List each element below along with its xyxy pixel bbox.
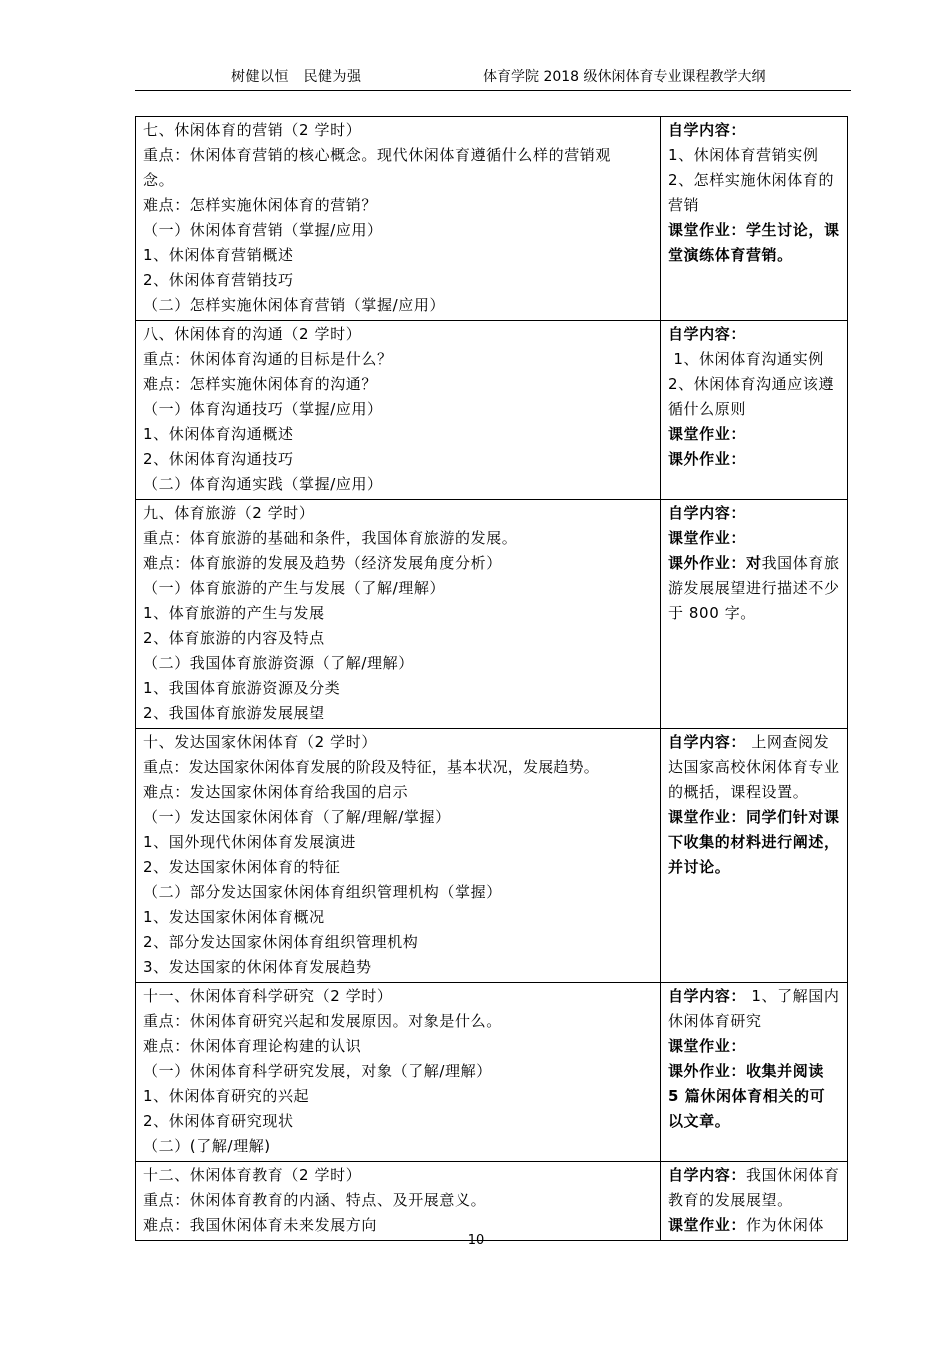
content-line: 1、国外现代休闲体育发展演进 [143, 833, 356, 851]
self-study-text: 1、休闲体育沟通实例 2、休闲体育沟通应该遵循什么原则 [667, 350, 840, 418]
section-heading: 八、休闲体育的沟通（2 学时） [143, 325, 362, 343]
self-study-label: 自学内容： [667, 987, 746, 1005]
content-line: 2、部分发达国家休闲体育组织管理机构 [143, 933, 419, 951]
table-row [136, 117, 848, 321]
content-line: 难点：我国休闲体育未来发展方向 [143, 1216, 378, 1234]
content-line: 重点：发达国家休闲体育发展的阶段及特征，基本状况，发展趋势。 [143, 758, 600, 776]
self-study-text: 上网查阅发达国家高校休闲体育专业的概括，课程设置。 [667, 733, 840, 801]
class-work-label: 课堂作业： [667, 1216, 746, 1234]
section-content [136, 983, 661, 1162]
content-line: 1、发达国家休闲体育概况 [143, 908, 325, 926]
content-line: （二）我国体育旅游资源（了解/理解） [143, 654, 414, 672]
class-work-label: 课堂作业： [667, 808, 746, 826]
section-content [136, 117, 661, 321]
content-line: （一）休闲体育科学研究发展，对象（了解/理解） [143, 1062, 492, 1080]
section-content [136, 729, 661, 983]
content-line: 重点：休闲体育沟通的目标是什么？ [143, 350, 393, 368]
self-study-label: 自学内容： [667, 504, 746, 522]
content-line: 难点：体育旅游的发展及趋势（经济发展角度分析） [143, 554, 502, 572]
self-study-label: 自学内容： [667, 1166, 746, 1184]
section-heading: 十二、休闲体育教育（2 学时） [143, 1166, 362, 1184]
homework-label: 课外作业： [667, 554, 746, 572]
class-work-text: 同学们针对课下收集的材料进行阐述，并讨论。 [667, 808, 840, 876]
section-content [136, 500, 661, 729]
assignment-cell [660, 983, 847, 1162]
content-line: 1、我国体育旅游资源及分类 [143, 679, 341, 697]
content-line: 1、休闲体育研究的兴起 [143, 1087, 310, 1105]
content-line: 2、发达国家休闲体育的特征 [143, 858, 341, 876]
content-line: （二）体育沟通实践（掌握/应用） [143, 475, 383, 493]
content-line: 1、体育旅游的产生与发展 [143, 604, 325, 622]
class-work-label: 课堂作业： [667, 221, 746, 239]
content-line: 重点：休闲体育研究兴起和发展原因。对象是什么。 [143, 1012, 502, 1030]
class-work-text: 学生讨论，课堂演练体育营销。 [667, 221, 840, 264]
self-study-text: 1、了解国内休闲体育研究 [667, 987, 840, 1030]
table-row [136, 983, 848, 1162]
assignment-cell [660, 500, 847, 729]
assignment-cell [660, 729, 847, 983]
content-line: （一）体育沟通技巧（掌握/应用） [143, 400, 383, 418]
content-line: 难点：休闲体育理论构建的认识 [143, 1037, 362, 1055]
class-work-label: 课堂作业： [667, 1037, 746, 1055]
content-line: （一）体育旅游的产生与发展（了解/理解） [143, 579, 446, 597]
content-line: （一）休闲体育营销（掌握/应用） [143, 221, 383, 239]
content-line: 1、休闲体育营销概述 [143, 246, 294, 264]
page-header [135, 64, 851, 91]
content-line: （二）部分发达国家休闲体育组织管理机构（掌握） [143, 883, 502, 901]
content-line: 难点：怎样实施休闲体育的营销？ [143, 196, 378, 214]
self-study-text: 我国休闲体育教育的发展展望。 [667, 1166, 840, 1209]
homework-label: 课外作业： [667, 1062, 746, 1080]
section-heading: 十、发达国家休闲体育（2 学时） [143, 733, 377, 751]
self-study-label: 自学内容： [667, 325, 746, 343]
class-work-label: 课堂作业： [667, 425, 746, 443]
section-heading: 九、体育旅游（2 学时） [143, 504, 315, 522]
content-line: 2、休闲体育研究现状 [143, 1112, 294, 1130]
content-line: 重点：体育旅游的基础和条件，我国体育旅游的发展。 [143, 529, 518, 547]
assignment-cell [660, 117, 847, 321]
content-line: 2、休闲体育沟通技巧 [143, 450, 294, 468]
content-line: 念。 [143, 171, 175, 189]
page-number: 10 [467, 1233, 485, 1248]
content-line: 1、休闲体育沟通概述 [143, 425, 294, 443]
content-line: （二）(了解/理解) [143, 1137, 271, 1155]
content-line: 2、体育旅游的内容及特点 [143, 629, 325, 647]
self-study-text: 1、休闲体育营销实例 2、怎样实施休闲体育的营销 [667, 146, 835, 214]
section-content [136, 1162, 661, 1241]
content-line: 2、我国体育旅游发展展望 [143, 704, 325, 722]
header-motto: 树健以恒 民健为强 [231, 69, 362, 85]
assignment-cell [660, 321, 847, 500]
table-row [136, 1162, 848, 1241]
homework-text: 我国体育旅游发展展望进行描述不少于 800 字。 [667, 554, 840, 622]
self-study-label: 自学内容： [667, 733, 746, 751]
class-work-text: 作为休闲体 [745, 1216, 824, 1234]
section-heading: 十一、休闲体育科学研究（2 学时） [143, 987, 393, 1005]
homework-text-bold: 对 [745, 554, 762, 572]
section-content [136, 321, 661, 500]
content-line: （一）发达国家休闲体育（了解/理解/掌握） [143, 808, 451, 826]
self-study-label: 自学内容： [667, 121, 746, 139]
table-row [136, 729, 848, 983]
content-line: （二）怎样实施休闲体育营销（掌握/应用） [143, 296, 446, 314]
header-document-title: 体育学院 2018 级休闲体育专业课程教学大纲 [483, 69, 766, 85]
content-line: 难点：发达国家休闲体育给我国的启示 [143, 783, 409, 801]
homework-text: 收集并阅读 5 篇休闲体育相关的可以文章。 [667, 1062, 826, 1130]
content-line: 3、发达国家的休闲体育发展趋势 [143, 958, 372, 976]
section-heading: 七、休闲体育的营销（2 学时） [143, 121, 362, 139]
assignment-cell [660, 1162, 847, 1241]
table-row [136, 321, 848, 500]
class-work-label: 课堂作业： [667, 529, 746, 547]
table-row [136, 500, 848, 729]
content-line: 难点：怎样实施休闲体育的沟通？ [143, 375, 378, 393]
syllabus-table [135, 116, 848, 1241]
content-line: 重点：休闲体育教育的内涵、特点、及开展意义。 [143, 1191, 487, 1209]
content-line: 2、休闲体育营销技巧 [143, 271, 294, 289]
content-line: 重点：休闲体育营销的核心概念。现代休闲体育遵循什么样的营销观 [143, 146, 612, 164]
homework-label: 课外作业： [667, 450, 746, 468]
